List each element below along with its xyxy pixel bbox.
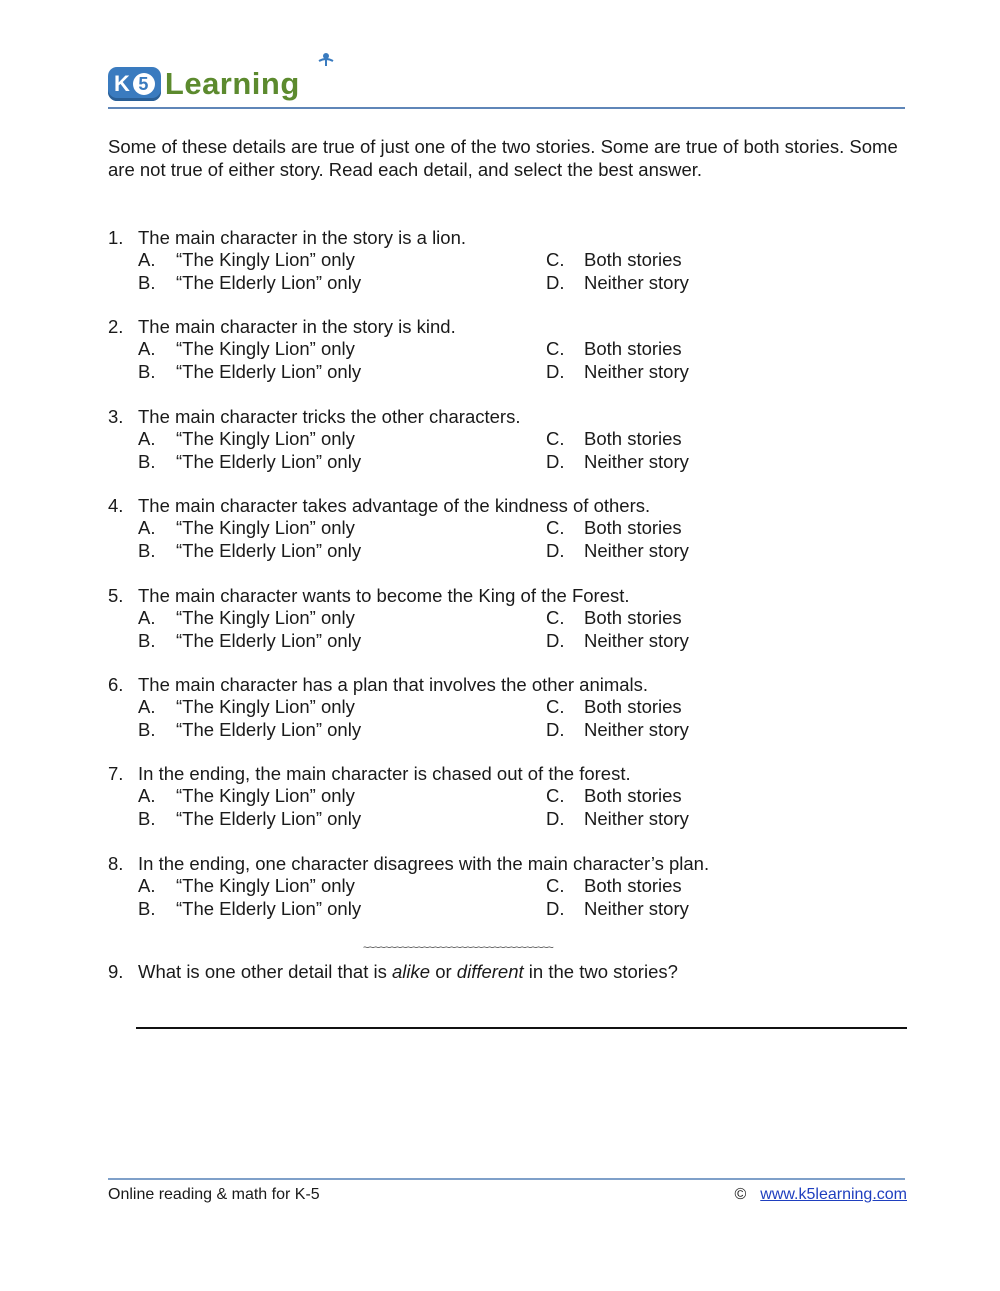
question-1 (108, 227, 908, 316)
option-b[interactable] (138, 808, 361, 830)
option-letter: B. (138, 718, 156, 740)
option-a[interactable] (138, 517, 355, 539)
option-c[interactable] (546, 517, 682, 539)
question-number: 3. (108, 405, 124, 427)
option-label: “The Elderly Lion” only (176, 450, 362, 472)
option-label: “The Kingly Lion” only (176, 785, 355, 807)
option-letter: B. (138, 540, 156, 562)
option-label: Both stories (584, 249, 682, 270)
option-label: “The Elderly Lion” only (176, 272, 362, 293)
option-a[interactable] (138, 428, 355, 450)
option-label: “The Elderly Lion” only (176, 629, 362, 651)
option-letter: D. (546, 272, 565, 293)
option-letter: B. (138, 272, 156, 293)
option-letter: D. (546, 808, 565, 830)
option-letter: B. (138, 629, 156, 651)
question-number: 6. (108, 673, 124, 695)
option-label: “The Kingly Lion” only (176, 517, 355, 539)
option-label: Neither story (584, 540, 689, 562)
option-letter: C. (546, 427, 565, 449)
question-4 (108, 495, 908, 584)
footer-tagline: Online reading & math for K-5 (108, 1186, 320, 1203)
option-letter: A. (138, 249, 156, 270)
option-d[interactable] (546, 630, 689, 652)
question-5 (108, 585, 908, 674)
option-label: Both stories (584, 338, 682, 360)
option-label: Neither story (584, 450, 689, 472)
answer-line[interactable] (136, 1027, 907, 1029)
question-stem: 8. In the ending, one character disagrees with the main character’s plan. (108, 852, 710, 874)
question-number: 5. (108, 584, 124, 606)
option-c[interactable] (546, 338, 682, 360)
option-a[interactable] (138, 249, 355, 271)
option-letter: B. (138, 361, 156, 383)
option-a[interactable] (138, 875, 355, 897)
option-c[interactable] (546, 428, 682, 450)
option-letter: A. (138, 338, 156, 360)
option-b[interactable] (138, 540, 361, 562)
option-c[interactable] (546, 875, 682, 897)
option-letter: A. (138, 606, 156, 628)
question-list (108, 227, 908, 942)
option-letter: C. (546, 695, 565, 717)
option-c[interactable] (546, 696, 682, 718)
question-number: 9. (108, 961, 124, 982)
option-letter: A. (138, 517, 156, 539)
question-6 (108, 674, 908, 763)
option-label: “The Kingly Lion” only (176, 695, 355, 717)
option-label: “The Elderly Lion” only (176, 808, 362, 830)
question-number: 8. (108, 852, 124, 874)
option-label: “The Elderly Lion” only (176, 897, 362, 919)
question-7 (108, 763, 908, 852)
option-label: Both stories (584, 695, 682, 717)
option-letter: B. (138, 808, 156, 830)
option-letter: D. (546, 450, 565, 472)
option-d[interactable] (546, 451, 689, 473)
header-rule (108, 107, 905, 109)
option-letter: B. (138, 450, 156, 472)
question-number: 7. (108, 763, 124, 785)
option-d[interactable] (546, 272, 689, 294)
option-letter: A. (138, 427, 156, 449)
option-a[interactable] (138, 696, 355, 718)
question-number: 1. (108, 227, 124, 248)
option-label: “The Elderly Lion” only (176, 540, 362, 562)
option-label: “The Kingly Lion” only (176, 606, 355, 628)
option-letter: D. (546, 361, 565, 383)
option-a[interactable] (138, 607, 355, 629)
footer-links (734, 1186, 907, 1204)
option-c[interactable] (546, 607, 682, 629)
option-b[interactable] (138, 451, 361, 473)
question-3 (108, 406, 908, 495)
option-b[interactable] (138, 630, 361, 652)
option-label: Neither story (584, 629, 689, 651)
option-label: Both stories (584, 785, 682, 807)
option-label: “The Elderly Lion” only (176, 718, 362, 740)
option-label: “The Kingly Lion” only (176, 338, 355, 360)
option-letter: D. (546, 540, 565, 562)
option-letter: A. (138, 874, 156, 896)
option-label: Both stories (584, 874, 682, 896)
option-label: “The Kingly Lion” only (176, 427, 355, 449)
k5learning-link[interactable]: www.k5learning.com (760, 1186, 907, 1203)
option-letter: C. (546, 874, 565, 896)
question-stem: 4. The main character takes advantage of the kindness of others. (108, 495, 651, 517)
option-c[interactable] (546, 249, 682, 271)
question-stem: 7. In the ending, the main character is chased out of the forest. (108, 763, 631, 785)
option-d[interactable] (546, 898, 689, 920)
option-letter: C. (546, 785, 565, 807)
option-label: Neither story (584, 272, 689, 293)
option-label: Both stories (584, 517, 682, 539)
option-letter: C. (546, 338, 565, 360)
question-stem: 5. The main character wants to become the King of the Forest. (108, 584, 630, 606)
person-icon (317, 52, 335, 70)
option-d[interactable] (546, 540, 689, 562)
option-letter: C. (546, 249, 565, 270)
option-label: “The Elderly Lion” only (176, 361, 362, 383)
option-d[interactable] (546, 719, 689, 741)
option-label: “The Kingly Lion” only (176, 874, 355, 896)
option-d[interactable] (546, 808, 689, 830)
option-b[interactable] (138, 272, 361, 294)
question-stem: 3. The main character tricks the other characters. (108, 405, 521, 427)
option-b[interactable] (138, 898, 361, 920)
option-c[interactable] (546, 785, 682, 807)
option-label: Neither story (584, 808, 689, 830)
question-stem: 1. The main character in the story is a lion. (108, 227, 467, 248)
question-8 (108, 853, 908, 942)
option-b[interactable] (138, 719, 361, 741)
option-a[interactable] (138, 338, 355, 360)
question-9: 9. What is one other detail that is alike or different in the two stories? (108, 961, 678, 982)
question-2 (108, 316, 908, 405)
option-label: “The Kingly Lion” only (176, 249, 355, 270)
option-b[interactable] (138, 361, 361, 383)
option-label: Neither story (584, 718, 689, 740)
footer-rule (108, 1178, 905, 1180)
logo-wordmark: Learning (165, 66, 300, 102)
option-letter: A. (138, 695, 156, 717)
option-letter: B. (138, 897, 156, 919)
question-stem: 6. The main character has a plan that involves the other animals. (108, 673, 649, 695)
option-label: Neither story (584, 361, 689, 383)
question-stem: 2. The main character in the story is kind. (108, 316, 456, 338)
option-letter: D. (546, 629, 565, 651)
option-letter: C. (546, 517, 565, 539)
option-letter: C. (546, 606, 565, 628)
option-letter: A. (138, 785, 156, 807)
logo-mark: K 5 (108, 67, 161, 101)
option-letter: D. (546, 897, 565, 919)
option-letter: D. (546, 718, 565, 740)
instructions: Some of these details are true of just one of the two stories. Some are true of both stories. Some are not true of either story. Read each detail, and select the best answer. (108, 136, 898, 180)
option-label: Neither story (584, 897, 689, 919)
option-label: Both stories (584, 427, 682, 449)
question-number: 2. (108, 316, 124, 338)
option-label: Both stories (584, 606, 682, 628)
question-number: 4. (108, 495, 124, 517)
option-d[interactable] (546, 361, 689, 383)
section-divider: ~~~~~~~~~~~~~~~~~~~~~~~~~~~~~~~~~~~ (363, 942, 553, 954)
option-a[interactable] (138, 785, 355, 807)
copyright-icon: © (734, 1186, 747, 1203)
k5-learning-logo (108, 62, 300, 106)
